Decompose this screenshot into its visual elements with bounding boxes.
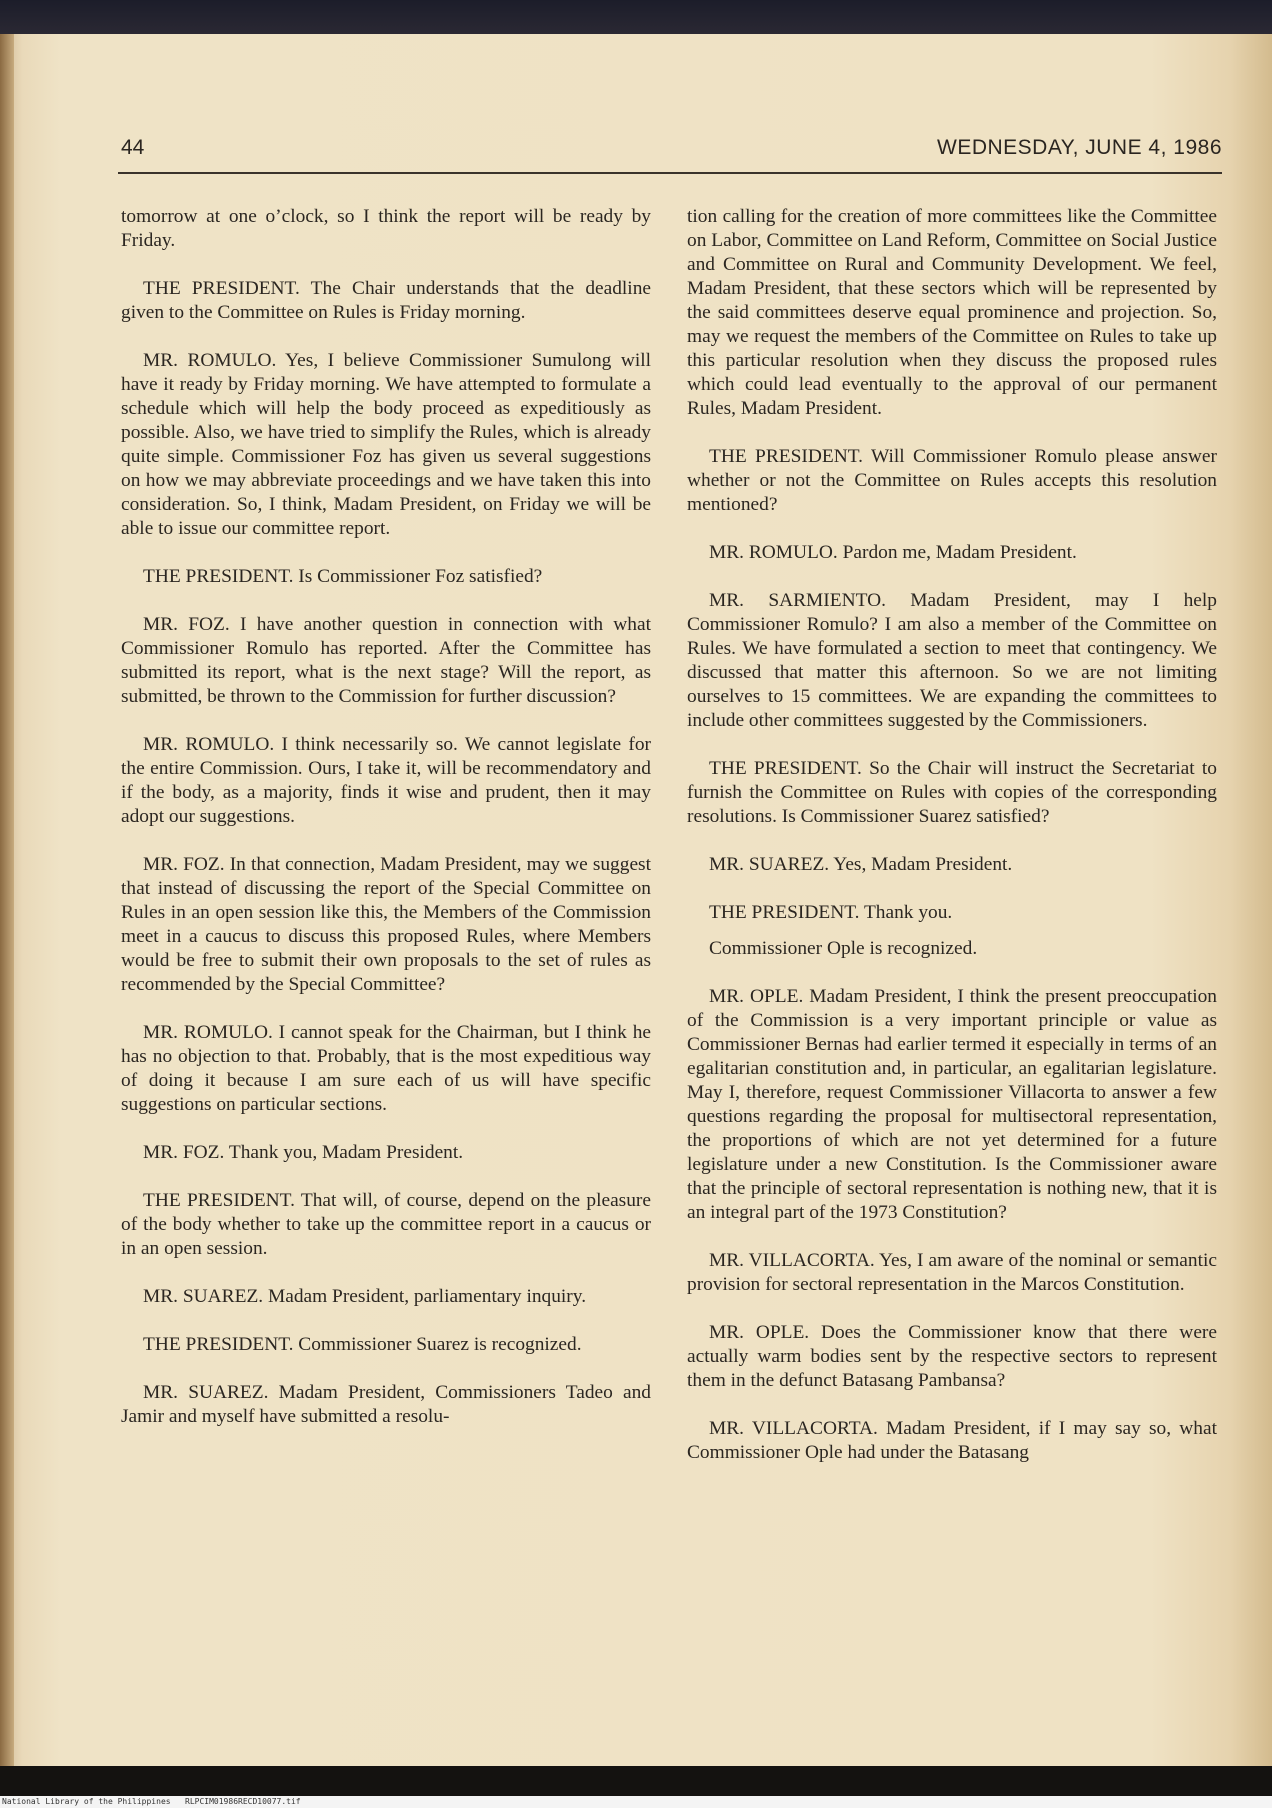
paragraph: Commissioner Ople is recognized. [709,938,978,959]
paragraph: MR. ROMULO. I cannot speak for the Chairman, but I think he has no objection to that. Probably, that is the most expeditious way of doing it because I am sure each of us will have specific suggestions on particular sections. [121,1022,651,1115]
paragraph: tion calling for the creation of more committees like the Committee on Labor, Committee on Land Reform, Committee on Social Justice and Committee on Rural and Community Development. We feel, Madam President, that these sectors which will be represented by the said committees deserve equal prominence and projection. So, may we request the members of the Committee on Rules to take up this particular resolution when they discuss the proposed rules which could lead eventually to the approval of our permanent Rules, Madam President. [687,206,1217,419]
paragraph: THE PRESIDENT. The Chair understands that the deadline given to the Committee on Rules is Friday morning. [121,278,651,323]
paragraph: MR. FOZ. I have another question in connection with what Commissioner Romulo has reported. After the Committee has submitted its report, what is the next stage? Will the report, as submitted, be thrown to the Commission for further discussion? [121,614,651,707]
paragraph: THE PRESIDENT. So the Chair will instruct the Secretariat to furnish the Committee on Rules with copies of the corresponding resolutions. Is Commissioner Suarez satisfied? [687,758,1217,827]
scanner-bottom-border [0,1766,1272,1796]
paragraph: MR. SUAREZ. Madam President, Commissioners Tadeo and Jamir and myself have submitted a resolu- [121,1382,651,1427]
page-number: 44 [121,136,145,159]
paragraph: MR. VILLACORTA. Yes, I am aware of the nominal or semantic provision for sectoral representation in the Marcos Constitution. [687,1250,1217,1295]
paragraph: MR. VILLACORTA. Madam President, if I may say so, what Commissioner Ople had under the Batasang [687,1418,1217,1463]
paragraph: MR. ROMULO. Yes, I believe Commissioner Sumulong will have it ready by Friday morning. We have attempted to formulate a schedule which will help the body proceed as expeditiously as possible. Also, we have tried to simplify the Rules, which is already quite simple. Commissioner Foz has given us several suggestions on how we may abbreviate proceedings and we have taken this into consideration. So, I think, Madam President, on Friday we will be able to issue our committee report. [121,350,651,539]
paragraph: MR. OPLE. Does the Commissioner know that there were actually warm bodies sent by the respective sectors to represent them in the defunct Batasang Pambansa? [687,1322,1217,1391]
paragraph: MR. ROMULO. Pardon me, Madam President. [709,542,1077,563]
right-column [687,205,1217,1489]
book-gutter [0,34,14,1766]
paragraph: MR. FOZ. Thank you, Madam President. [143,1142,464,1163]
paragraph: THE PRESIDENT. Is Commissioner Foz satisfied? [143,566,543,587]
paragraph: THE PRESIDENT. Thank you. [709,902,953,923]
running-header-date: WEDNESDAY, JUNE 4, 1986 [937,136,1222,159]
paragraph: THE PRESIDENT. That will, of course, depend on the pleasure of the body whether to take up the committee report in a caucus or in an open session. [121,1190,651,1259]
header-rule [118,172,1222,174]
paragraph: MR. SUAREZ. Yes, Madam President. [709,854,1013,875]
scanner-top-border [0,0,1272,34]
paragraph: MR. OPLE. Madam President, I think the present preoccupation of the Commission is a very important principle or value as Commissioner Bernas had earlier termed it especially in terms of an egalitarian constitution and, in particular, an egalitarian legislature. May I, therefore, request Commissioner Villacorta to answer a few questions regarding the proposal for multisectoral representation, the proportions of which are not yet determined for a future legislature under a new Constitution. Is the Commissioner aware that the principle of sectoral representation is nothing new, that it is an integral part of the 1973 Constitution? [687,986,1217,1223]
left-column [121,205,651,1453]
paragraph: tomorrow at one o’clock, so I think the report will be ready by Friday. [121,206,651,251]
paragraph: MR. FOZ. In that connection, Madam President, may we suggest that instead of discussing the report of the Special Committee on Rules in an open session like this, the Members of the Commission meet in a caucus to discuss this proposed Rules, where Members would be free to submit their own proposals to the set of rules as recommended by the Special Committee? [121,854,651,995]
paragraph: MR. SARMIENTO. Madam President, may I help Commissioner Romulo? I am also a member of the Committee on Rules. We have formulated a section to meet that contingency. We discussed that matter this afternoon. So we are not limiting ourselves to 15 committees. We are expanding the committees to include other committees suggested by the Commissioners. [687,590,1217,731]
paragraph: MR. ROMULO. I think necessarily so. We cannot legislate for the entire Commission. Ours, I take it, will be recommendatory and if the body, as a majority, finds it wise and prudent, then it may adopt our suggestions. [121,734,651,827]
paragraph: THE PRESIDENT. Commissioner Suarez is recognized. [143,1334,582,1355]
scan-footer-text: National Library of the Philippines RLPCIM01986RECD10077.tif [2,1797,301,1806]
paragraph: MR. SUAREZ. Madam President, parliamentary inquiry. [143,1286,587,1307]
paragraph: THE PRESIDENT. Will Commissioner Romulo please answer whether or not the Committee on Rules accepts this resolution mentioned? [687,446,1217,515]
